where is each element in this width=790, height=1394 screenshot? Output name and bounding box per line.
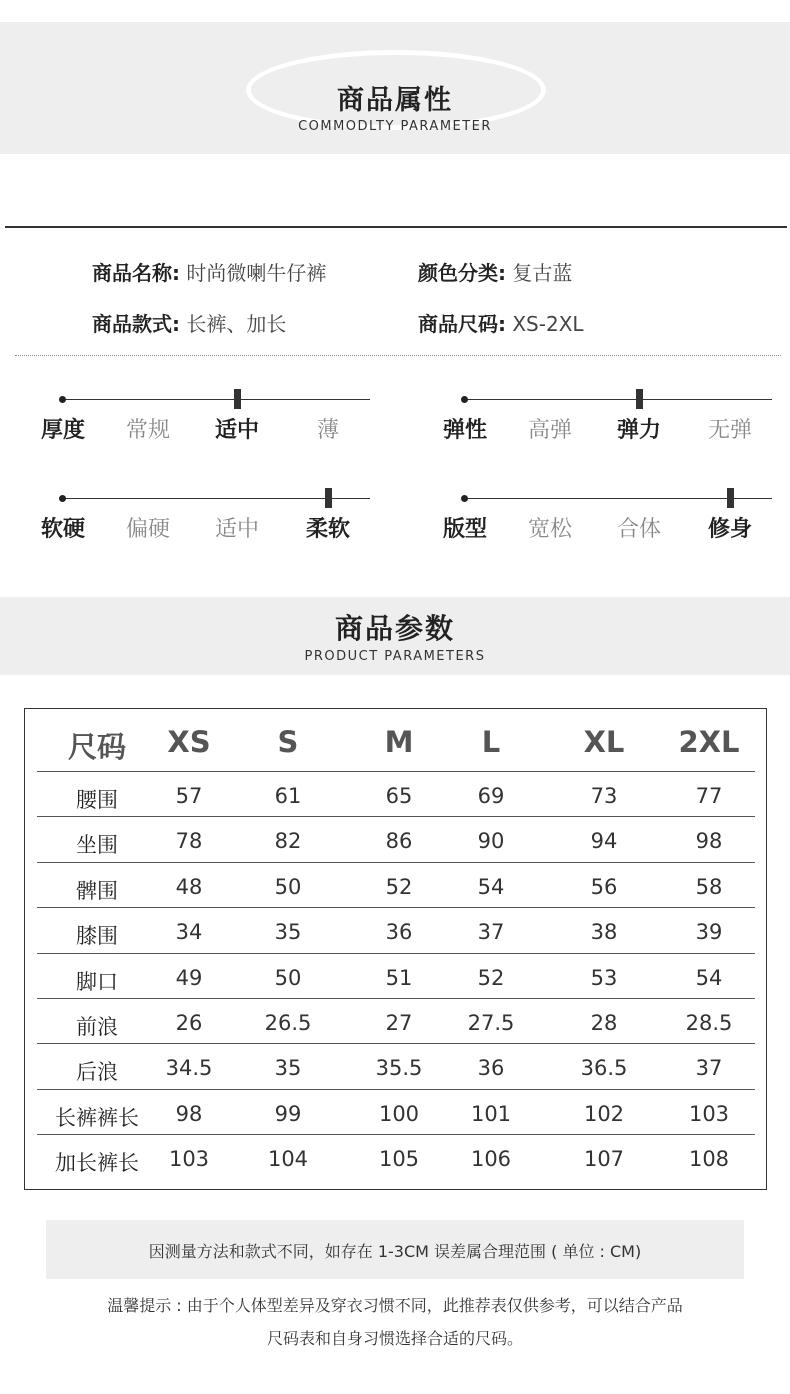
divider-line bbox=[5, 226, 787, 228]
table-row-divider bbox=[37, 998, 755, 999]
table-cell: 52 bbox=[477, 965, 505, 990]
table-header-size: M bbox=[384, 725, 414, 759]
attribute-scale bbox=[440, 484, 790, 544]
table-cell: 58 bbox=[695, 874, 723, 899]
table-header-size: L bbox=[481, 725, 501, 759]
table-cell: 61 bbox=[274, 784, 302, 808]
color-info bbox=[418, 257, 572, 286]
color-value: 复古蓝 bbox=[512, 261, 573, 285]
style-info bbox=[92, 308, 286, 337]
table-row-divider bbox=[37, 953, 755, 954]
table-cell: 35 bbox=[274, 1056, 302, 1081]
attribute-option: 合体 bbox=[616, 517, 662, 542]
color-label: 颜色分类: bbox=[418, 261, 506, 285]
table-cell: 90 bbox=[477, 829, 505, 854]
size-value: XS-2XL bbox=[512, 312, 584, 336]
table-cell: 94 bbox=[590, 829, 618, 854]
product-name-info bbox=[92, 257, 326, 286]
attribute-name: 软硬 bbox=[40, 517, 86, 542]
table-cell: 86 bbox=[385, 829, 413, 854]
table-cell: 27.5 bbox=[467, 1011, 515, 1035]
table-row-divider bbox=[37, 1134, 755, 1135]
attribute-option: 适中 bbox=[214, 418, 260, 443]
scale-track bbox=[62, 399, 370, 400]
attribute-option: 修身 bbox=[707, 517, 753, 542]
table-cell: 39 bbox=[695, 920, 723, 945]
attribute-option: 偏硬 bbox=[125, 517, 171, 542]
table-cell: 54 bbox=[477, 874, 505, 899]
attribute-option: 无弹 bbox=[707, 418, 753, 443]
table-cell: 56 bbox=[590, 874, 618, 899]
table-header-size: XS bbox=[167, 725, 211, 759]
table-row-label: 加长裤长 bbox=[55, 1151, 139, 1176]
table-cell: 104 bbox=[267, 1147, 309, 1172]
table-cell: 101 bbox=[470, 1101, 512, 1126]
table-cell: 57 bbox=[175, 784, 203, 808]
attribute-option: 宽松 bbox=[527, 517, 573, 542]
table-cell: 106 bbox=[470, 1147, 512, 1172]
tip-line-2: 尺码表和自身习惯选择合适的尺码。 bbox=[266, 1329, 523, 1348]
attribute-name: 厚度 bbox=[40, 418, 86, 443]
table-cell: 28.5 bbox=[685, 1011, 733, 1035]
table-cell: 69 bbox=[477, 784, 505, 808]
table-cell: 27 bbox=[385, 1011, 413, 1035]
product-name-value: 时尚微喇牛仔裤 bbox=[186, 261, 327, 285]
table-cell: 49 bbox=[175, 965, 203, 990]
table-row-label: 膝围 bbox=[76, 924, 118, 949]
commodity-parameter-header bbox=[0, 22, 790, 154]
scale-marker bbox=[325, 488, 332, 508]
section-title: 商品参数 bbox=[334, 612, 455, 645]
attribute-option: 薄 bbox=[316, 418, 340, 443]
table-cell: 103 bbox=[168, 1147, 210, 1172]
attribute-scale bbox=[38, 385, 408, 445]
style-value: 长裤、加长 bbox=[186, 312, 287, 336]
attribute-option: 高弹 bbox=[527, 418, 573, 443]
measurement-note: 因测量方法和款式不同，如存在 1-3CM 误差属合理范围 ( 单位 : CM) bbox=[148, 1242, 642, 1261]
section-subtitle: COMMODLTY PARAMETER bbox=[298, 119, 492, 134]
size-info bbox=[418, 308, 584, 337]
table-row-divider bbox=[37, 1089, 755, 1090]
table-cell: 38 bbox=[590, 920, 618, 945]
scale-marker bbox=[636, 389, 643, 409]
table-header-size: 2XL bbox=[678, 725, 740, 759]
size-label: 商品尺码: bbox=[418, 312, 506, 336]
scale-start-dot bbox=[59, 495, 66, 502]
dotted-divider bbox=[15, 355, 781, 356]
table-header-size: XL bbox=[583, 725, 625, 759]
attribute-option: 常规 bbox=[125, 418, 171, 443]
table-cell: 105 bbox=[378, 1147, 420, 1172]
tip-line-1: 温馨提示 : 由于个人体型差异及穿衣习惯不同，此推荐表仅供参考，可以结合产品 bbox=[107, 1296, 683, 1315]
table-cell: 26 bbox=[175, 1011, 203, 1035]
table-cell: 98 bbox=[695, 829, 723, 854]
section-title: 商品属性 bbox=[337, 85, 453, 116]
scale-start-dot bbox=[461, 495, 468, 502]
table-cell: 34 bbox=[175, 920, 203, 945]
product-parameters-header bbox=[0, 597, 790, 675]
scale-start-dot bbox=[461, 396, 468, 403]
scale-start-dot bbox=[59, 396, 66, 403]
attribute-option: 适中 bbox=[214, 517, 260, 542]
measurement-note-box bbox=[46, 1220, 744, 1279]
table-row-label: 腰围 bbox=[76, 788, 118, 812]
scale-track bbox=[464, 498, 772, 499]
table-cell: 53 bbox=[590, 965, 618, 990]
table-cell: 51 bbox=[385, 965, 413, 990]
table-cell: 52 bbox=[385, 874, 413, 899]
attribute-option: 柔软 bbox=[305, 517, 351, 542]
attribute-name: 弹性 bbox=[442, 418, 488, 443]
table-cell: 54 bbox=[695, 965, 723, 990]
table-cell: 98 bbox=[175, 1101, 203, 1126]
table-cell: 26.5 bbox=[264, 1011, 312, 1035]
table-row-label: 髀围 bbox=[76, 878, 118, 903]
table-row-label: 脚口 bbox=[76, 969, 118, 994]
table-row-divider bbox=[37, 771, 755, 772]
attribute-option: 弹力 bbox=[616, 418, 662, 443]
table-cell: 99 bbox=[274, 1101, 302, 1126]
table-cell: 107 bbox=[583, 1147, 625, 1172]
scale-marker bbox=[727, 488, 734, 508]
table-cell: 35.5 bbox=[375, 1056, 423, 1081]
table-cell: 65 bbox=[385, 784, 413, 808]
table-cell: 37 bbox=[695, 1056, 723, 1081]
style-label: 商品款式: bbox=[92, 312, 180, 336]
table-cell: 50 bbox=[274, 965, 302, 990]
table-header-label: 尺码 bbox=[67, 730, 127, 764]
table-cell: 82 bbox=[274, 829, 302, 854]
table-row-divider bbox=[37, 816, 755, 817]
attribute-scale bbox=[38, 484, 408, 544]
table-row-label: 长裤裤长 bbox=[55, 1105, 139, 1130]
table-cell: 34.5 bbox=[165, 1056, 213, 1081]
table-cell: 103 bbox=[688, 1101, 730, 1126]
attribute-name: 版型 bbox=[442, 517, 488, 542]
product-name-label: 商品名称: bbox=[92, 261, 180, 285]
table-cell: 77 bbox=[695, 784, 723, 808]
table-cell: 50 bbox=[274, 874, 302, 899]
scale-track bbox=[62, 498, 370, 499]
table-cell: 102 bbox=[583, 1101, 625, 1126]
table-row-label: 前浪 bbox=[76, 1015, 118, 1039]
scale-track bbox=[464, 399, 772, 400]
table-header-size: S bbox=[277, 725, 299, 759]
table-cell: 35 bbox=[274, 920, 302, 945]
table-cell: 108 bbox=[688, 1147, 730, 1172]
table-cell: 73 bbox=[590, 784, 618, 808]
section-subtitle: PRODUCT PARAMETERS bbox=[304, 649, 486, 664]
table-cell: 48 bbox=[175, 874, 203, 899]
table-row-divider bbox=[37, 1043, 755, 1044]
table-cell: 36 bbox=[477, 1056, 505, 1081]
scale-marker bbox=[234, 389, 241, 409]
table-row-divider bbox=[37, 907, 755, 908]
table-row-label: 后浪 bbox=[76, 1060, 118, 1085]
table-row-label: 坐围 bbox=[76, 833, 118, 858]
table-cell: 37 bbox=[477, 920, 505, 945]
table-cell: 100 bbox=[378, 1101, 420, 1126]
table-cell: 28 bbox=[590, 1011, 618, 1035]
attribute-scale bbox=[440, 385, 790, 445]
table-cell: 36.5 bbox=[580, 1056, 628, 1081]
table-cell: 78 bbox=[175, 829, 203, 854]
table-cell: 36 bbox=[385, 920, 413, 945]
table-row-divider bbox=[37, 862, 755, 863]
